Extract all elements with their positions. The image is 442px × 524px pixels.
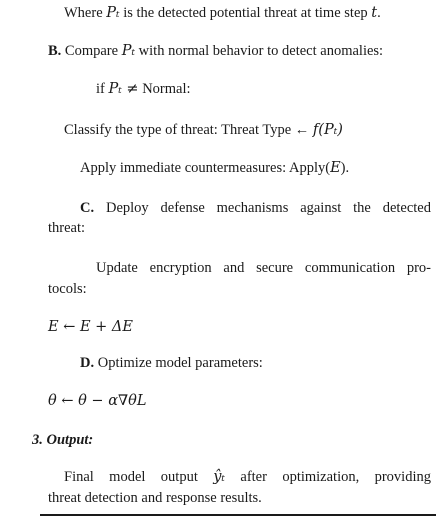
text: threat: [48, 220, 86, 236]
step-label-c: C. [80, 200, 95, 216]
math-e: E [330, 160, 341, 176]
text: Deploy defense mechanisms against the detected [94, 200, 431, 216]
line-where-pt [64, 4, 381, 22]
text: after optimization, providing [225, 469, 431, 485]
math-f-pt: f(Pₜ) [312, 122, 343, 138]
math-t: t [371, 5, 378, 21]
line-final-output [64, 468, 431, 486]
text: Compare [61, 43, 122, 59]
line-step-c [80, 199, 431, 217]
text: Apply immediate countermeasures: Apply( [80, 160, 331, 176]
step-label-d: D. [80, 355, 95, 371]
math-pt: Pₜ [121, 43, 136, 59]
line-threat [48, 219, 85, 237]
math-theta-update: θ ← θ − α∇θL [48, 393, 147, 409]
text: tocols: [48, 281, 87, 297]
math-pt-neq: Pₜ ≠ [108, 81, 139, 97]
text: Normal: [138, 81, 191, 97]
text: . [377, 5, 381, 21]
equation-theta-update [48, 392, 146, 410]
line-protocols [48, 280, 87, 298]
heading-text: 3. Output: [32, 432, 94, 448]
equation-e-update [48, 318, 133, 336]
text: Classify the type of threat: Threat Type ← [64, 122, 313, 138]
text: ). [340, 160, 350, 176]
line-apply [80, 159, 349, 177]
text: if [96, 81, 109, 97]
text: with normal behavior to detect anomalies: [135, 43, 384, 59]
text: Update encryption and secure communication pro- [96, 260, 431, 276]
line-if-condition [96, 80, 191, 98]
line-update-encryption [96, 259, 431, 277]
math-e-update: E ← E + ΔE [48, 319, 133, 335]
math-pt: Pₜ [106, 5, 120, 21]
text: Optimize model parameters: [94, 355, 263, 371]
line-step-d [80, 354, 263, 372]
text: threat detection and response results. [48, 490, 262, 506]
math-yhat-t: ŷₜ [213, 469, 226, 485]
text: Final model output [64, 469, 214, 485]
line-threat-detection [48, 489, 262, 507]
step-label-b: B. [48, 43, 62, 59]
text: Where [64, 5, 107, 21]
line-step-b [48, 42, 383, 60]
bottom-rule [40, 514, 436, 516]
line-classify [64, 121, 343, 139]
text: is the detected potential threat at time step [119, 5, 372, 21]
section-output-heading [32, 431, 93, 449]
